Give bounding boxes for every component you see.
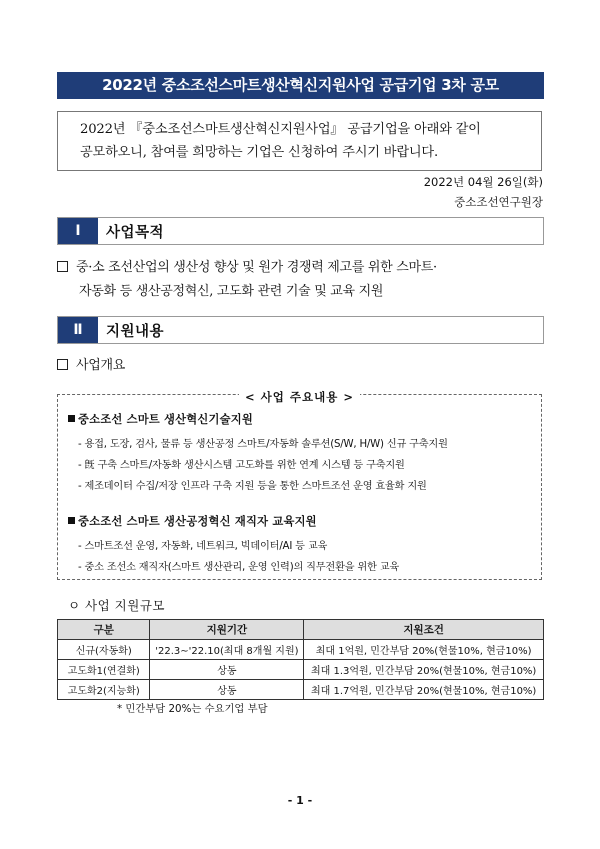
table-cell: 최대 1.3억원, 민간부담 20%(현물10%, 현금10%) xyxy=(304,660,544,680)
section-header-2 xyxy=(57,316,544,344)
checkbox-square-icon xyxy=(57,261,68,272)
square-bullet-icon xyxy=(68,517,75,524)
table-row xyxy=(58,680,544,700)
intro-line: 2022년 『중소조선스마트생산혁신지원사업』 공급기업을 아래와 같이 xyxy=(80,122,481,137)
list-item: - 스마트조선 운영, 자동화, 네트워크, 빅데이터/AI 등 교육 xyxy=(78,541,328,552)
table-cell: 최대 1.7억원, 민간부담 20%(현물10%, 현금10%) xyxy=(304,680,544,700)
table-cell: 상동 xyxy=(150,680,304,700)
list-item: - 중소 조선소 재직자(스마트 생산관리, 운영 인력)의 직무전환을 위한 교육 xyxy=(78,562,399,573)
checkbox-square-icon xyxy=(57,359,68,370)
table-cell: 최대 1억원, 민간부담 20%(현물10%, 현금10%) xyxy=(304,640,544,660)
page-number: - 1 - xyxy=(287,794,313,807)
table-cell: 신규(자동화) xyxy=(58,640,150,660)
purpose-line: 중·소 조선산업의 생산성 향상 및 원가 경쟁력 제고를 위한 스마트· xyxy=(76,260,437,275)
list-item: - 용접, 도장, 검사, 물류 등 생산공정 스마트/자동화 솔루션(S/W, H/W) 신규 구축지원 xyxy=(78,439,448,450)
scale-title: ㅇ 사업 지원규모 xyxy=(68,598,165,613)
table-header-cell: 구분 xyxy=(58,620,150,640)
section-number: Ⅱ xyxy=(58,317,98,343)
table-row xyxy=(58,660,544,680)
table-header-row xyxy=(58,620,544,640)
announcement-date: 2022년 04월 26일(화) xyxy=(423,175,543,189)
table-header-cell: 지원조건 xyxy=(304,620,544,640)
overview-header: < 사업 주요내용 > xyxy=(239,390,360,404)
section-header-1 xyxy=(57,217,544,245)
table-header-cell: 지원기간 xyxy=(150,620,304,640)
page-title: 2022년 중소조선스마트생산혁신지원사업 공급기업 3차 공모 xyxy=(57,72,544,99)
purpose-line: 자동화 등 생산공정혁신, 고도화 관련 기술 및 교육 지원 xyxy=(79,284,384,299)
intro-line: 공모하오니, 참여를 희망하는 기업은 신청하여 주시기 바랍니다. xyxy=(80,145,438,160)
block-title: 중소조선 스마트 생산공정혁신 재직자 교육지원 xyxy=(68,513,317,529)
organization-name: 중소조선연구원장 xyxy=(454,195,543,209)
block-title: 중소조선 스마트 생산혁신기술지원 xyxy=(68,411,253,427)
footnote: * 민간부담 20%는 수요기업 부담 xyxy=(117,703,268,715)
list-item: - 旣 구축 스마트/자동화 생산시스템 고도화를 위한 연계 시스템 등 구축지원 xyxy=(78,460,405,471)
overview-label: 사업개요 xyxy=(57,354,547,378)
overview-box xyxy=(57,390,542,580)
table-cell: '22.3∼'22.10(최대 8개월 지원) xyxy=(150,640,304,660)
section-title: 사업목적 xyxy=(106,224,165,241)
purpose-text xyxy=(57,256,547,304)
table-cell: 고도화1(연결화) xyxy=(58,660,150,680)
square-bullet-icon xyxy=(68,415,75,422)
list-item: - 제조데이터 수집/저장 인프라 구축 지원 등을 통한 스마트조선 운영 효율화 지원 xyxy=(78,481,427,492)
section-title: 지원내용 xyxy=(106,323,165,340)
section-number: Ⅰ xyxy=(58,218,98,244)
table-row xyxy=(58,640,544,660)
table-cell: 고도화2(지능화) xyxy=(58,680,150,700)
intro-box xyxy=(57,111,542,171)
table-cell: 상동 xyxy=(150,660,304,680)
support-table xyxy=(57,619,544,700)
